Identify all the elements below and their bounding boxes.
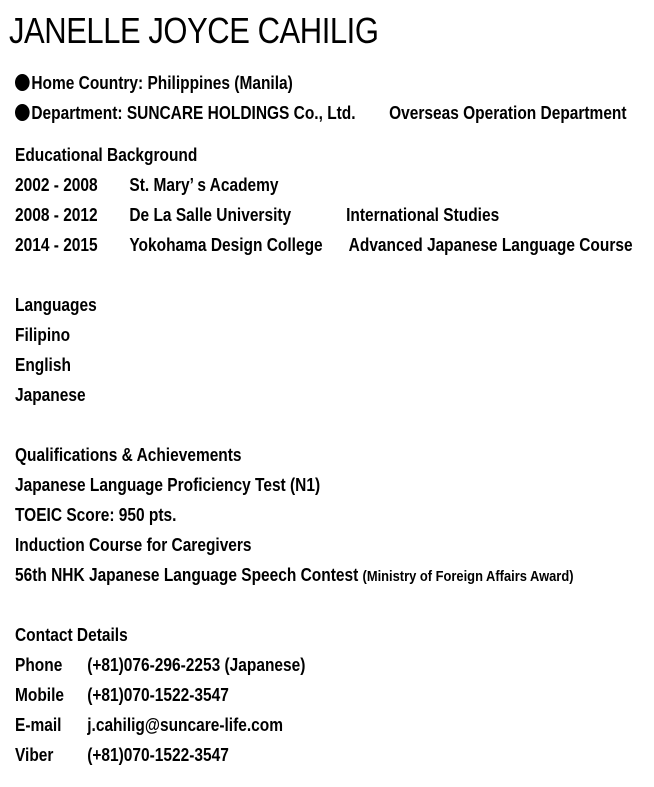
contact-value: (+81)076-296-2253 (Japanese) bbox=[87, 655, 306, 675]
department-text: Department: SUNCARE HOLDINGS Co., Ltd. bbox=[31, 103, 356, 123]
education-school: Yokohama Design College bbox=[129, 235, 323, 255]
qualification-item: Japanese Language Proficiency Test (N1) bbox=[15, 475, 321, 495]
education-school: St. Mary’ s Academy bbox=[129, 175, 279, 195]
education-school: De La Salle University bbox=[129, 205, 292, 225]
education-heading: Educational Background bbox=[15, 145, 198, 165]
speech-award: (Ministry of Foreign Affairs Award) bbox=[362, 568, 574, 585]
education-row bbox=[15, 204, 654, 226]
education-years: 2014 - 2015 bbox=[15, 235, 98, 255]
contact-heading: Contact Details bbox=[15, 625, 128, 645]
languages-heading: Languages bbox=[15, 295, 97, 315]
department-row bbox=[15, 102, 651, 124]
contact-value: (+81)070-1522-3547 bbox=[87, 745, 229, 765]
language-item: English bbox=[15, 355, 71, 375]
contact-row bbox=[15, 654, 445, 676]
education-row bbox=[15, 174, 654, 196]
bullet-icon bbox=[15, 74, 30, 91]
contact-value: (+81)070-1522-3547 bbox=[87, 685, 229, 705]
speech-contest: 56th NHK Japanese Language Speech Contest bbox=[15, 565, 359, 585]
education-row bbox=[15, 234, 654, 256]
contact-label: Viber bbox=[15, 745, 54, 765]
contact-row bbox=[15, 744, 445, 766]
qualifications-heading: Qualifications & Achievements bbox=[15, 445, 242, 465]
home-country-text: Home Country: Philippines (Manila) bbox=[31, 73, 293, 93]
language-item: Filipino bbox=[15, 325, 71, 345]
home-country-row bbox=[15, 72, 293, 94]
contact-row bbox=[15, 714, 445, 736]
contact-row bbox=[15, 684, 445, 706]
education-detail: Advanced Japanese Language Course bbox=[348, 235, 633, 255]
contact-email[interactable]: j.cahilig@suncare-life.com bbox=[87, 715, 283, 735]
qualification-item bbox=[15, 564, 574, 588]
education-detail: International Studies bbox=[346, 205, 500, 225]
contact-label: Phone bbox=[15, 655, 63, 675]
department-unit: Overseas Operation Department bbox=[389, 103, 627, 123]
qualification-item: Induction Course for Caregivers bbox=[15, 535, 252, 555]
qualification-item: TOEIC Score: 950 pts. bbox=[15, 505, 177, 525]
language-item: Japanese bbox=[15, 385, 86, 405]
contact-label: E-mail bbox=[15, 715, 62, 735]
bullet-icon bbox=[15, 104, 30, 121]
education-years: 2008 - 2012 bbox=[15, 205, 98, 225]
person-name: JANELLE JOYCE CAHILIG bbox=[9, 10, 379, 51]
education-years: 2002 - 2008 bbox=[15, 175, 98, 195]
contact-label: Mobile bbox=[15, 685, 65, 705]
